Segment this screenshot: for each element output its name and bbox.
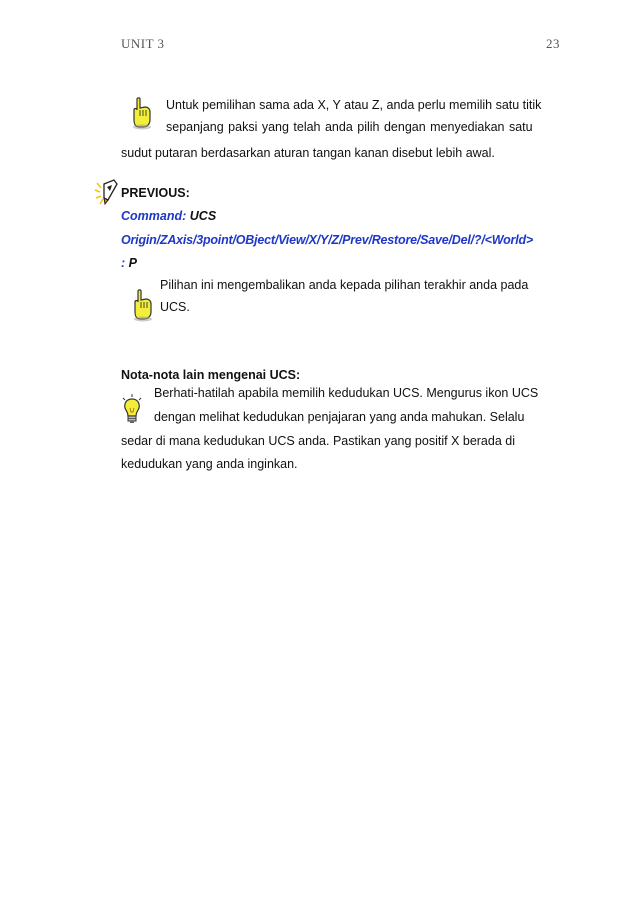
header-page-number: 23	[546, 36, 560, 51]
hand-pointer-icon	[131, 96, 155, 130]
notes-line2: dengan melihat kedudukan penjajaran yang anda mahukan. Selalu	[154, 410, 525, 424]
tip2-line1: Pilihan ini mengembalikan anda kepada pilihan terakhir anda pada	[160, 278, 529, 292]
command-prompt-line	[121, 252, 137, 274]
notes-line4: kedudukan yang anda inginkan.	[121, 457, 298, 471]
notes-heading: Nota-nota lain mengenai UCS:	[121, 368, 301, 382]
header-unit: UNIT 3	[121, 36, 165, 51]
command-options: Origin/ZAxis/3point/OBject/View/X/Y/Z/Prev/Restore/Save/Del/?/<World>	[121, 233, 534, 247]
command-line	[121, 205, 216, 227]
previous-heading: PREVIOUS:	[121, 186, 190, 200]
command-label: Command:	[121, 209, 187, 223]
tip1-line1: Untuk pemilihan sama ada X, Y atau Z, anda perlu memilih satu titik	[166, 98, 542, 112]
tip1-line2: sepanjang paksi yang telah anda pilih dengan menyediakan satu	[166, 120, 533, 134]
notes-line1: Berhati-hatilah apabila memilih kedudukan UCS. Mengurus ikon UCS	[154, 386, 539, 400]
command-value: UCS	[189, 209, 217, 223]
hand-pointer-icon	[132, 288, 156, 322]
command-answer: P	[128, 256, 137, 270]
lightbulb-icon	[121, 394, 143, 426]
tip2-line2: UCS.	[160, 300, 190, 314]
notes-line3: sedar di mana kedudukan UCS anda. Pastikan yang positif X berada di	[121, 434, 515, 448]
tip1-line3: sudut putaran berdasarkan aturan tangan kanan disebut lebih awal.	[121, 146, 495, 160]
pencil-star-icon	[92, 178, 120, 208]
command-prompt: :	[121, 256, 126, 270]
